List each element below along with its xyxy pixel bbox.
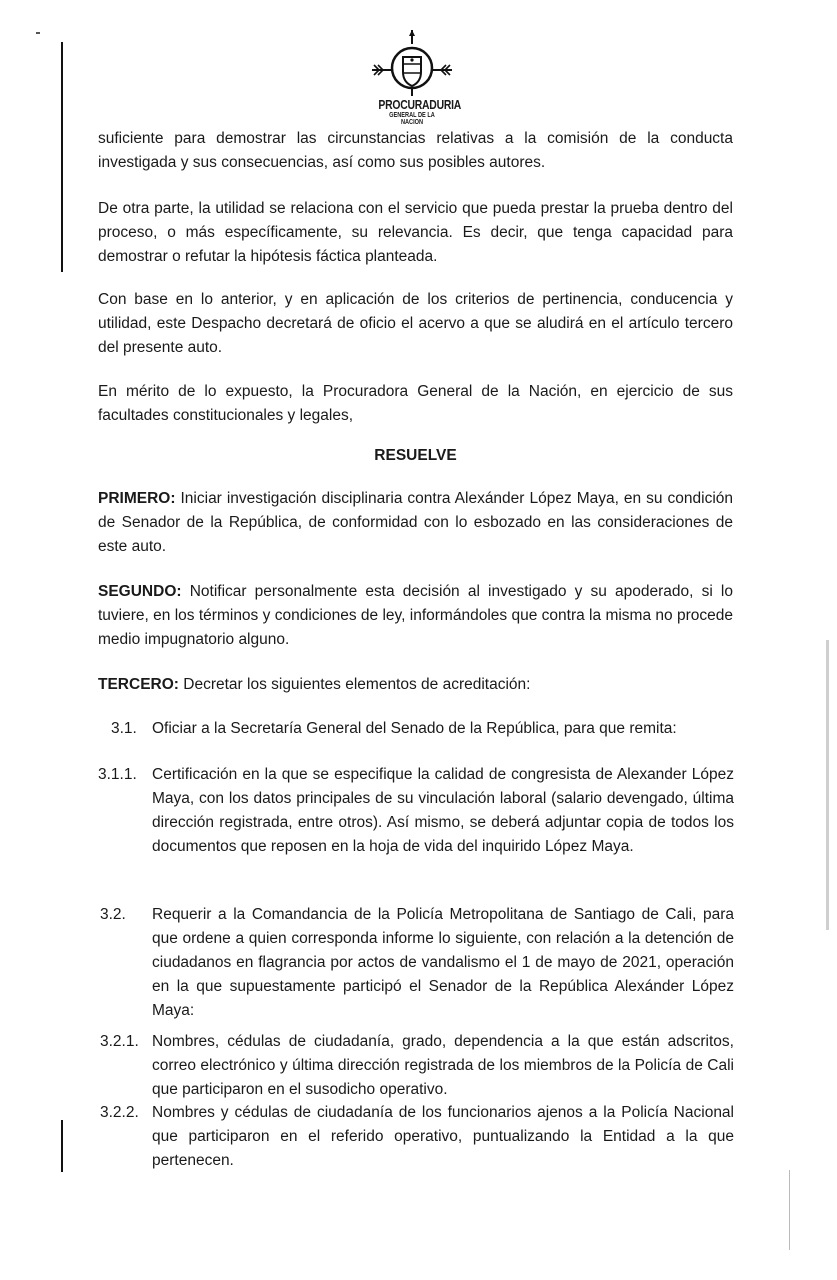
article-label: SEGUNDO: bbox=[98, 583, 182, 600]
article-tercero bbox=[98, 673, 733, 697]
item-number: 3.2.1. bbox=[100, 1033, 139, 1050]
article-label: PRIMERO: bbox=[98, 490, 176, 507]
article-primero bbox=[98, 487, 733, 559]
article-label: TERCERO: bbox=[98, 676, 179, 693]
item-3-2-2: Nombres y cédulas de ciudadanía de los funcionarios ajenos a la Policía Nacional que participaron en el referido operativo, puntualizando la Entidad a la que pertenecen. bbox=[152, 1104, 734, 1169]
item-number: 3.2. bbox=[100, 906, 126, 923]
article-text: Notificar personalmente esta decisión al investigado y su apoderado, si lo tuviere, en los términos y condiciones de ley, informándoles que contra la misma no procede medio impugnatorio alguno. bbox=[98, 583, 733, 648]
article-text: Decretar los siguientes elementos de acreditación: bbox=[178, 676, 531, 693]
item-number: 3.2.2. bbox=[100, 1104, 139, 1121]
coat-of-arms-icon bbox=[370, 30, 454, 100]
resolution-heading: RESUELVE bbox=[374, 447, 457, 464]
scan-speck bbox=[36, 32, 40, 34]
scan-edge-line bbox=[789, 1170, 790, 1250]
item-3-1: Oficiar a la Secretaría General del Senado de la República, para que remita: bbox=[152, 720, 677, 737]
logo-subtitle: GENERAL DE LA NACION bbox=[389, 112, 435, 126]
item-3-2: Requerir a la Comandancia de la Policía Metropolitana de Santiago de Cali, para que ordene a quien corresponda informe lo siguiente, con relación a la detención de ciudadanos en flagrancia por actos de vandalismo el 1 de mayo de 2021, operación en la que supuestamente participó el Senador de la República Alexánder López Maya: bbox=[152, 906, 734, 1019]
item-3-1-1: Certificación en la que se especifique la calidad de congresista de Alexander López Maya, con los datos principales de su vinculación laboral (salario devengado, última dirección registrada, entre otros). Así mismo, se deberá adjuntar copia de todos los documentos que reposen en la hoja de vida del inquirido López Maya. bbox=[152, 766, 734, 855]
scan-edge-line bbox=[61, 1120, 63, 1172]
item-3-2-1: Nombres, cédulas de ciudadanía, grado, dependencia a la que están adscritos, correo electrónico y última dirección registrada de los miembros de la Policía de Cali que participaron en el susodicho operativo. bbox=[152, 1033, 734, 1098]
procuraduria-logo bbox=[370, 30, 462, 126]
article-segundo bbox=[98, 580, 733, 652]
logo-title: PROCURADURIA bbox=[378, 97, 462, 112]
paragraph-intro: suficiente para demostrar las circunstancias relativas a la comisión de la conducta investigada y sus consecuencias, así como sus posibles autores. bbox=[98, 130, 733, 171]
article-text: Iniciar investigación disciplinaria contra Alexánder López Maya, en su condición de Senador de la República, de conformidad con lo esbozado en las consideraciones de este auto. bbox=[98, 490, 733, 555]
item-number: 3.1. bbox=[111, 720, 137, 737]
scan-edge-line bbox=[826, 640, 829, 930]
item-number: 3.1.1. bbox=[98, 766, 137, 783]
paragraph-criteria: Con base en lo anterior, y en aplicación de los criterios de pertinencia, conducencia y utilidad, este Despacho decretará de oficio el acervo a que se aludirá en el artículo tercero del presente auto. bbox=[98, 291, 733, 356]
paragraph-merit: En mérito de lo expuesto, la Procuradora General de la Nación, en ejercicio de sus facultades constitucionales y legales, bbox=[98, 383, 733, 424]
paragraph-utility: De otra parte, la utilidad se relaciona con el servicio que pueda prestar la prueba dentro del proceso, o más específicamente, su relevancia. Es decir, que tenga capacidad para demostrar o refutar la hipótesis fáctica planteada. bbox=[98, 200, 733, 265]
scan-edge-line bbox=[61, 42, 63, 272]
